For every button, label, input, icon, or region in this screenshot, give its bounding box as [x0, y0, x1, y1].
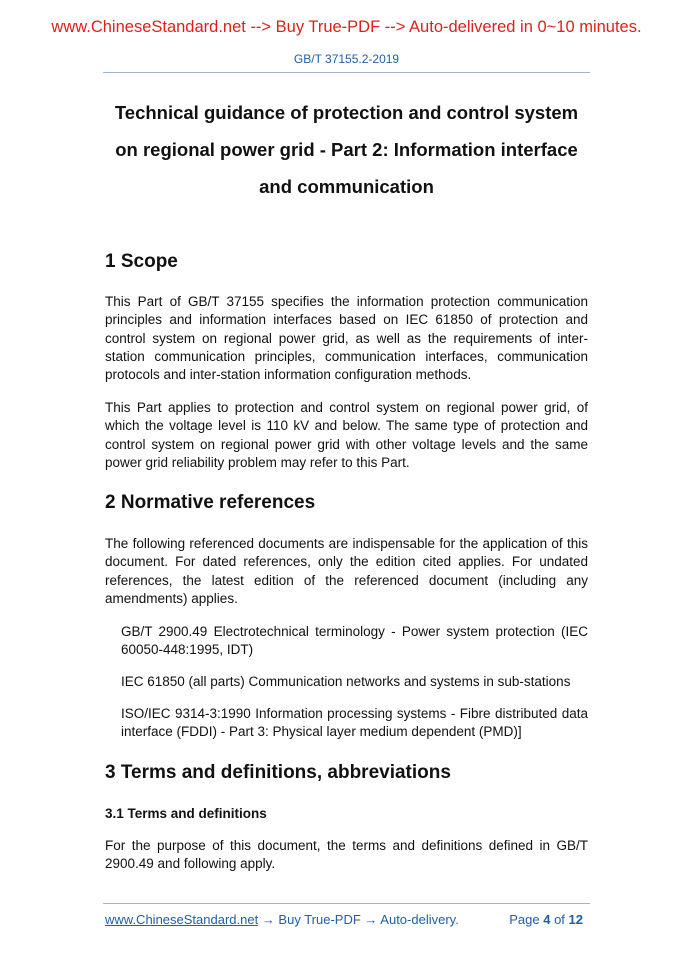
title-line-3: and communication [259, 176, 434, 197]
section-heading-scope: 1 Scope [105, 251, 178, 272]
page-indicator [509, 912, 583, 927]
page-label: Page [509, 912, 540, 927]
terms-paragraph: For the purpose of this document, the terms and definitions defined in GB/T 2900.49 and following apply. [105, 838, 588, 872]
footer-text: → Buy True-PDF → Auto-delivery. [258, 912, 459, 927]
scope-paragraph-2: This Part applies to protection and control system on regional power grid, of which the voltage level is 110 kV and below. The same type of protection and control system on regional power grid with other voltage levels and the same power grid reliability problem may refer to this Part. [105, 400, 588, 470]
footer-divider [103, 903, 590, 904]
scope-paragraph-1: This Part of GB/T 37155 specifies the information protection communication principles and information interfaces based on IEC 61850 of protection and control system on regional power grid, as well as the requirements of inter-station communication principles, communication interfaces, communication protocols and inter-station information configuration methods. [105, 294, 588, 383]
footer-website-link[interactable]: www.ChineseStandard.net [105, 912, 259, 927]
reference-item: GB/T 2900.49 Electrotechnical terminology - Power system protection (IEC 60050-448:1995, IDT) [121, 624, 588, 658]
page-total: 12 [568, 912, 583, 927]
document-id: GB/T 37155.2-2019 [293, 52, 400, 66]
title-line-2: on regional power grid - Part 2: Information interface [115, 139, 578, 160]
of-label: of [554, 912, 565, 927]
reference-item: ISO/IEC 9314-3:1990 Information processing systems - Fibre distributed data interface (FDDI) - Part 3: Physical layer medium dependent (PMD)] [121, 706, 588, 740]
normative-intro-paragraph: The following referenced documents are indispensable for the application of this document. For dated references, only the edition cited applies. For undated references, the latest edition of the referenced document (including any amendments) applies. [105, 536, 588, 606]
header-divider [103, 72, 590, 73]
subsection-heading-terms-definitions: 3.1 Terms and definitions [105, 806, 267, 821]
reference-item: IEC 61850 (all parts) Communication networks and systems in sub-stations [121, 674, 571, 689]
top-banner: www.ChineseStandard.net --> Buy True-PDF --> Auto-delivered in 0~10 minutes. [51, 18, 642, 36]
page-footer [105, 912, 588, 927]
title-line-1: Technical guidance of protection and control system [114, 102, 579, 123]
page-number: 4 [543, 912, 551, 927]
section-heading-normative-references: 2 Normative references [105, 492, 316, 513]
document-title [80, 94, 613, 205]
section-heading-terms: 3 Terms and definitions, abbreviations [105, 762, 451, 783]
